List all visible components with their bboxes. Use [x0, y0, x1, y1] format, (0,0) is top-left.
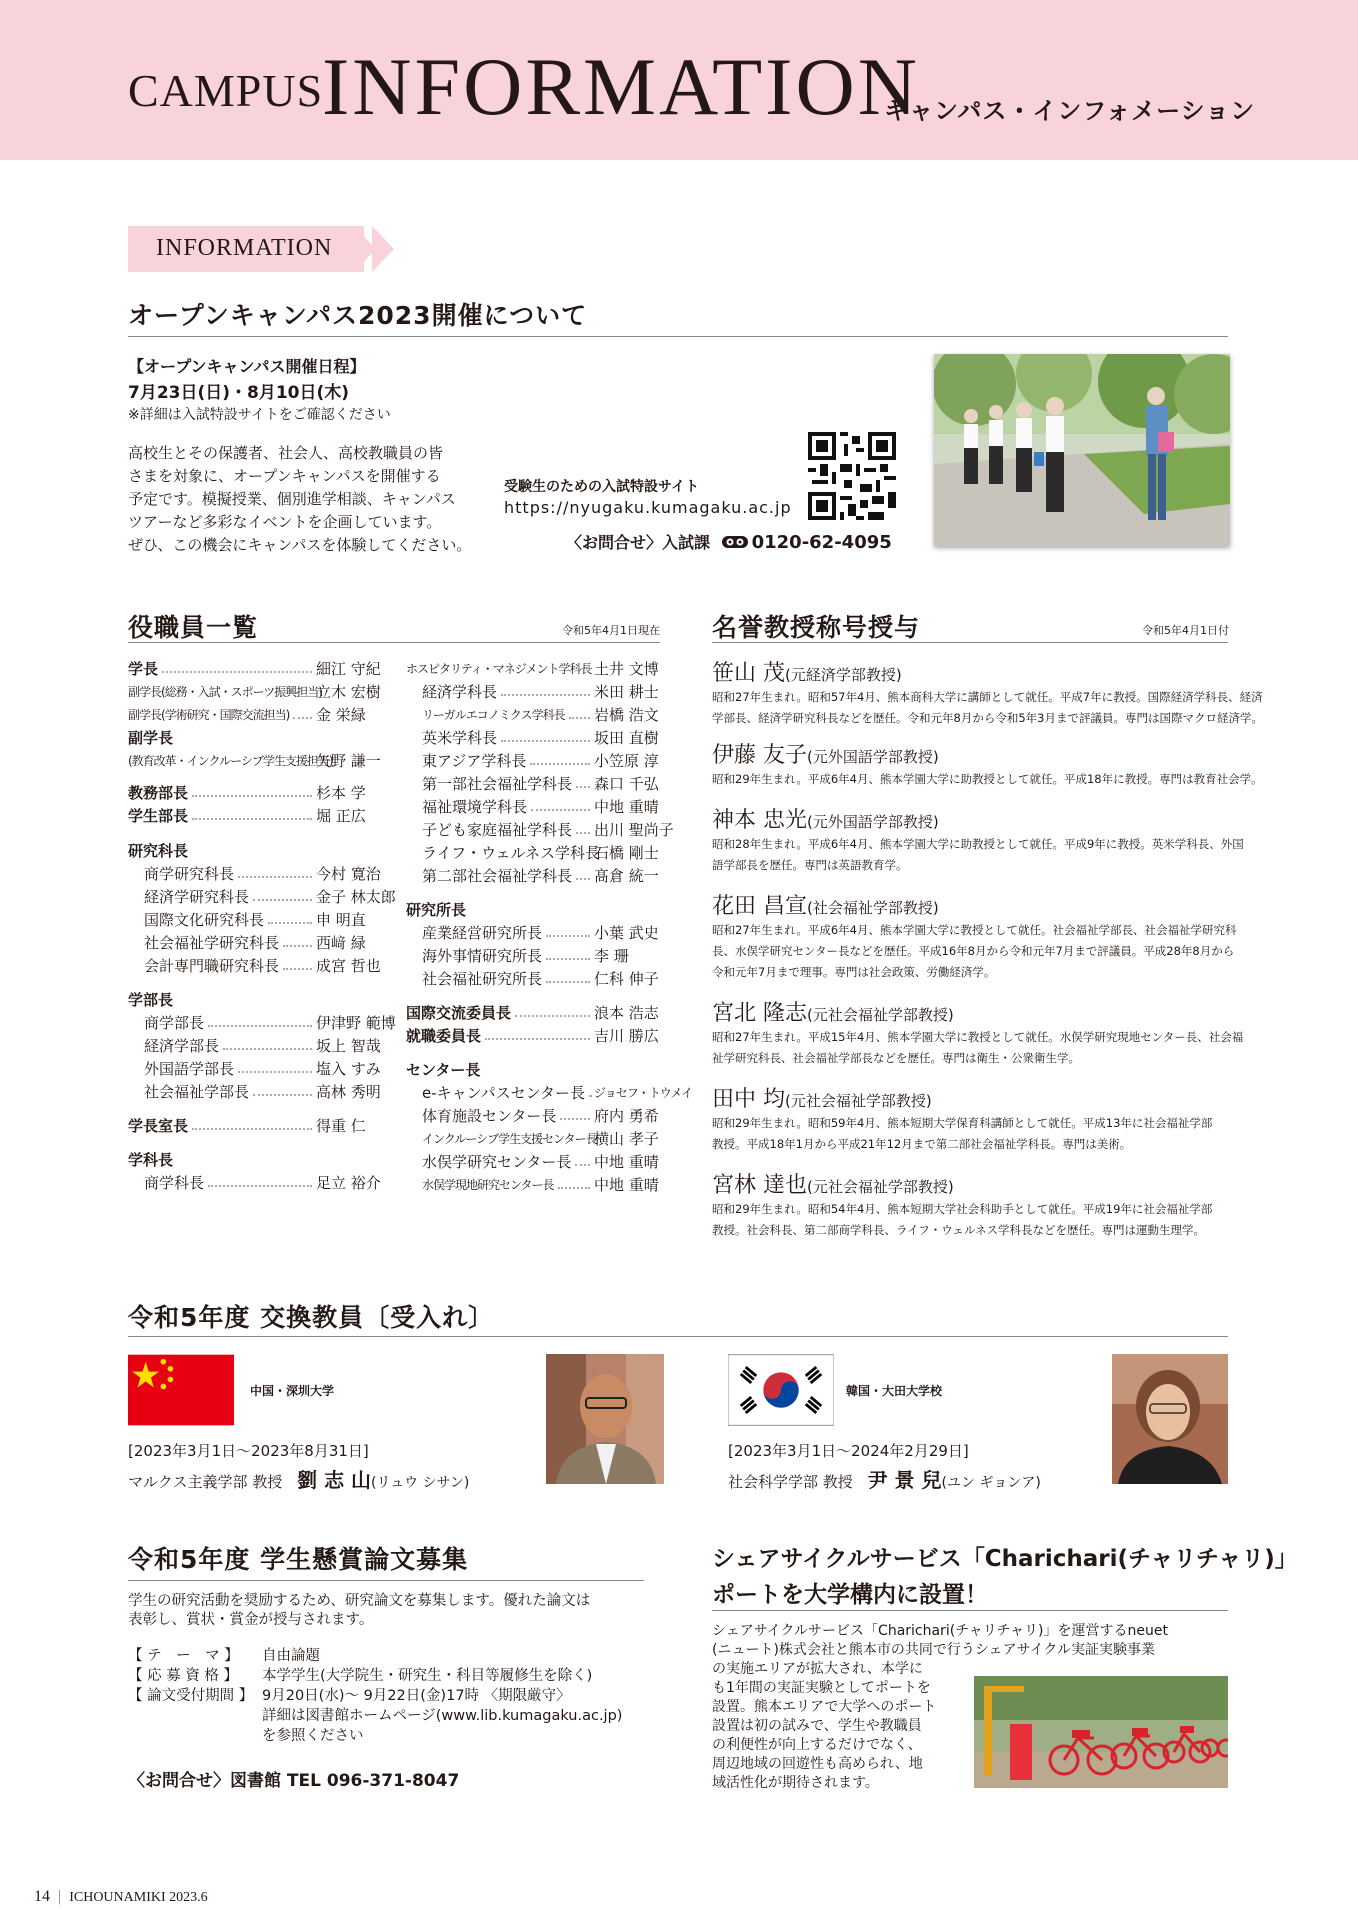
staff-row	[406, 968, 660, 991]
staff-row	[406, 750, 660, 773]
leader-dots	[576, 786, 590, 788]
staff-title: 役職員一覧	[128, 613, 259, 642]
staff-row	[128, 750, 382, 773]
staff-row	[128, 658, 382, 681]
leader-dots	[576, 878, 590, 880]
china-period: [2023年3月1日～2023年8月31日]	[128, 1442, 369, 1460]
emeritus-description: 昭和29年生まれ。昭和54年4月、熊本短期大学社会科助手として就任。平成19年に社会福祉学部	[712, 1202, 1213, 1216]
staff-name: 小葉 武史	[594, 924, 659, 942]
staff-title-label: 経済学部長	[144, 1037, 220, 1055]
staff-row	[406, 1059, 660, 1082]
staff-title-label: 社会福祉学部長	[144, 1083, 250, 1101]
emeritus-entry	[712, 996, 1243, 1069]
korea-period: [2023年3月1日～2024年2月29日]	[728, 1442, 969, 1460]
contact-line: 〈お問合せ〉入試課 0120-62-4095	[566, 532, 892, 553]
staff-title-label: 教務部長	[128, 784, 189, 802]
emeritus-description: 令和元年7月まで理事。専門は社会政策、労働経済学。	[712, 965, 996, 979]
staff-row	[128, 681, 382, 704]
leader-dots	[576, 832, 590, 834]
information-tag	[128, 226, 390, 272]
staff-title-label: 副学長	[128, 729, 174, 747]
leader-dots	[253, 1094, 312, 1096]
staff-title-label: 体育施設センター長	[422, 1107, 557, 1125]
staff-row	[406, 1002, 660, 1025]
emeritus-description: 教授。社会科長、第二部商学科長、ライフ・ウェルネス学科長などを歴任。専門は運動生理学。	[712, 1223, 1205, 1237]
staff-title-label: 第一部社会福祉学科長	[422, 775, 573, 793]
schedule-heading: 【オープンキャンパス開催日程】	[128, 357, 366, 376]
staff-row	[128, 932, 382, 955]
leader-dots	[192, 795, 312, 797]
staff-row	[128, 909, 382, 932]
staff-row	[406, 899, 660, 922]
leader-dots	[208, 1185, 312, 1187]
staff-name: 横山 孝子	[594, 1130, 659, 1148]
staff-title-label: 子ども家庭福祉学科長	[422, 821, 573, 839]
leader-dots	[501, 694, 590, 696]
staff-row	[406, 1128, 660, 1151]
staff-row	[128, 1012, 396, 1035]
staff-title-label: センター長	[406, 1061, 481, 1079]
staff-row	[128, 782, 382, 805]
staff-title-label: 第二部社会福祉学科長	[422, 867, 573, 885]
staff-row	[128, 1149, 382, 1172]
staff-name: 矢野 謙一	[316, 752, 381, 770]
staff-title-label: 水俣学現地研究センター長	[422, 1178, 554, 1192]
staff-name: 吉川 勝広	[594, 1027, 659, 1045]
staff-name: 中地 重晴	[594, 798, 659, 816]
staff-row	[406, 773, 660, 796]
emeritus-description: 長、水俣学研究センター長などを歴任。平成16年8月から令和元年7月まで評議員。平成28年8月から	[712, 944, 1235, 958]
staff-title-label: 産業経営研究所長	[422, 924, 543, 942]
open-campus-note: ※詳細は入試特設サイトをご確認ください	[128, 407, 391, 423]
magazine-name: ICHOUNAMIKI 2023.6	[69, 1890, 208, 1905]
staff-name: 小笠原 淳	[594, 752, 659, 770]
staff-name: 得重 仁	[316, 1117, 366, 1135]
staff-name: 金 栄緑	[316, 706, 366, 724]
footer: 14 | ICHOUNAMIKI 2023.6	[34, 1888, 208, 1905]
header-kana: キャンパス・インフォメーション	[884, 97, 1256, 125]
staff-row	[128, 805, 382, 828]
staff-row	[406, 819, 674, 842]
emeritus-name: 伊藤 友子(元外国語学部教授)	[712, 743, 939, 768]
china-university: 中国・深圳大学	[250, 1384, 335, 1398]
staff-name: 成宮 哲也	[316, 957, 381, 975]
staff-name: 髙倉 統一	[594, 867, 659, 885]
leader-dots	[501, 740, 590, 742]
essay-title: 令和5年度 学生懸賞論文募集	[128, 1545, 469, 1574]
staff-as-of: 令和5年4月1日現在	[562, 624, 660, 637]
leader-dots	[208, 1025, 312, 1027]
staff-title-label: 研究所長	[406, 901, 467, 919]
china-teacher-photo	[546, 1354, 664, 1484]
staff-title-label: 学科長	[128, 1151, 174, 1169]
staff-name: 申 明直	[316, 911, 366, 929]
staff-title-label: 経済学科長	[422, 683, 498, 701]
staff-title-label: 東アジア学科長	[422, 752, 527, 770]
emeritus-description: 昭和27年生まれ。平成6年4月、熊本学園大学に教授として就任。社会福祉学部長、社会福祉学研究科	[712, 923, 1237, 937]
divider	[128, 642, 660, 643]
staff-name: 伊津野 範博	[316, 1014, 396, 1032]
staff-title-label: 国際交流委員長	[406, 1004, 512, 1022]
staff-row	[406, 1082, 693, 1105]
leader-dots	[283, 968, 312, 970]
essay-row: 【 テ ー マ 】 自由論題	[128, 1648, 320, 1664]
divider	[712, 642, 1228, 643]
staff-row	[128, 989, 382, 1012]
open-campus-body: 高校生とその保護者、社会人、高校教職員の皆 さまを対象に、オープンキャンパスを開催する 予定です。模擬授業、個別進学相談、キャンパス ツアーなど多彩なイベントを企画しています。 ぜひ、この機会にキャンパスを体験してください。	[128, 444, 472, 554]
staff-name: 立木 宏樹	[316, 683, 381, 701]
emeritus-description: 昭和27年生まれ。平成15年4月、熊本学園大学に教授として就任。水俣学研究現地センター長、社会福	[712, 1030, 1244, 1044]
staff-name: 金子 林太郎	[316, 888, 396, 906]
staff-row	[128, 727, 382, 750]
korea-flag-icon	[728, 1354, 834, 1426]
staff-row	[406, 1105, 660, 1128]
staff-title-label: 福祉環境学科長	[422, 798, 528, 816]
staff-name: 石橋 剛士	[594, 844, 659, 862]
leader-dots	[530, 763, 590, 765]
staff-row	[406, 842, 660, 865]
share-title-2: ポートを大学構内に設置！	[712, 1582, 988, 1608]
divider	[128, 1336, 1228, 1337]
leader-dots	[560, 1118, 590, 1120]
leader-dots	[293, 717, 312, 719]
open-campus-title: オープンキャンパス2023開催について	[128, 301, 588, 330]
staff-title-label: 外国語学部長	[144, 1060, 235, 1078]
staff-name: 西﨑 緑	[316, 934, 366, 952]
staff-title-label: e-キャンパスセンター長	[422, 1084, 585, 1102]
staff-name: 今村 寛治	[316, 865, 381, 883]
qr-code-icon[interactable]	[808, 432, 896, 520]
leader-dots	[558, 1187, 590, 1189]
staff-title-label: 学長室長	[128, 1117, 189, 1135]
leader-dots	[192, 818, 312, 820]
staff-name: 中地 重晴	[594, 1153, 659, 1171]
staff-name: 塩入 すみ	[316, 1060, 381, 1078]
staff-name: 足立 裕介	[316, 1174, 381, 1192]
header-campus: CAMPUS	[128, 65, 324, 116]
staff-name: 府内 勇希	[594, 1107, 659, 1125]
staff-title-label: 副学長(学術研究・国際交流担当)	[128, 708, 290, 722]
share-body-narrow: の実施エリアが拡大され、本学に も1年間の実証実験としてポートを 設置。熊本エリアで大学へのポート 設置は初の試みで、学生や教職員 の利便性が向上するだけでなく、 周辺地域の回遊性も高められ、地 域活性化が期待されます。	[712, 1661, 937, 1791]
emeritus-description: 語学部長を歴任。専門は英語教育学。	[712, 858, 908, 872]
staff-title-label: 学生部長	[128, 807, 189, 825]
staff-name: 米田 耕士	[594, 683, 659, 701]
emeritus-name: 宮林 達也(元社会福祉学部教授)	[712, 1173, 954, 1198]
staff-name: 坂上 智哉	[316, 1037, 381, 1055]
staff-row	[406, 727, 660, 750]
staff-title-label: ライフ・ウェルネス学科長	[422, 844, 601, 862]
leader-dots	[515, 1015, 590, 1017]
staff-row	[406, 1025, 660, 1048]
leader-dots	[238, 876, 312, 878]
staff-name: 岩橋 浩文	[594, 706, 659, 724]
essay-row[interactable]: 詳細は図書館ホームページ(www.lib.kumagaku.ac.jp)	[262, 1708, 623, 1724]
staff-title-label: 学部長	[128, 991, 174, 1009]
staff-title-label: 副学長(総務・入試・スポーツ振興担当)	[128, 685, 322, 699]
leader-dots	[546, 958, 590, 960]
staff-title-label: 会計専門職研究科長	[144, 957, 280, 975]
staff-row	[406, 796, 660, 819]
staff-title-label: 経済学研究科長	[144, 888, 250, 906]
share-title-1: シェアサイクルサービス「Charichari(チャリチャリ)」	[712, 1546, 1298, 1572]
emeritus-name: 神本 忠光(元外国語学部教授)	[712, 808, 939, 833]
staff-name: 仁科 伸子	[594, 970, 659, 988]
staff-row	[406, 704, 660, 727]
staff-title-label: 水俣学研究センター長	[422, 1153, 572, 1171]
essay-row: を参照ください	[262, 1728, 364, 1744]
freedial-icon	[722, 534, 752, 550]
emeritus-title: 名誉教授称号授与	[712, 613, 921, 642]
leader-dots	[589, 1095, 590, 1097]
staff-row	[128, 1035, 382, 1058]
staff-title-label: 商学科長	[144, 1174, 205, 1192]
emeritus-entry	[712, 1082, 1212, 1155]
staff-title-label: インクルーシブ学生支援センター長	[422, 1132, 597, 1146]
staff-title-label: ホスピタリティ・マネジメント学科長	[406, 662, 592, 676]
staff-title-label: 商学研究科長	[144, 865, 235, 883]
korea-teacher: 社会科学学部 教授 尹 景 兒(ユン ギョンア)	[728, 1468, 1041, 1492]
china-flag-icon	[128, 1354, 234, 1426]
staff-row	[128, 863, 382, 886]
emeritus-description: 学部長、経済学研究科長などを歴任。令和元年8月から令和5年3月まで評議員。専門は国際マクロ経済学。	[712, 711, 1263, 725]
emeritus-description: 昭和28年生まれ。平成6年4月、熊本学園大学に助教授として就任。平成9年に教授。英米学科長、外国	[712, 837, 1244, 851]
leader-dots	[192, 1128, 312, 1130]
leader-dots	[531, 809, 590, 811]
staff-row	[128, 1058, 382, 1081]
site-label: 受験生のための入試特設サイト	[504, 479, 700, 495]
emeritus-as-of: 令和5年4月1日付	[1142, 624, 1229, 637]
staff-list-left	[128, 658, 396, 1258]
staff-title-label: 英米学科長	[422, 729, 498, 747]
divider	[128, 1580, 644, 1581]
staff-title-label: 社会福祉研究所長	[422, 970, 543, 988]
leader-dots	[268, 922, 312, 924]
staff-row	[406, 681, 660, 704]
open-campus-photo	[934, 354, 1230, 546]
page-number: 14	[34, 1888, 50, 1905]
staff-title-label: リーガルエコノミクス学科長	[422, 708, 565, 722]
staff-title-label: 就職委員長	[406, 1027, 482, 1045]
china-teacher: マルクス主義学部 教授 劉 志 山(リュウ シサン)	[128, 1468, 470, 1492]
emeritus-description: 祉学研究科長、社会福祉学部長などを歴任。専門は衛生・公衆衛生学。	[712, 1051, 1080, 1065]
staff-name: 坂田 直樹	[594, 729, 659, 747]
emeritus-description: 昭和29年生まれ。平成6年4月、熊本学園大学に助教授として就任。平成18年に教授。専門は教育社会学。	[712, 772, 1263, 786]
emeritus-description: 昭和27年生まれ。昭和57年4月、熊本商科大学に講師として就任。平成7年に教授。国際経済学科長、経済	[712, 690, 1263, 704]
emeritus-entry	[712, 656, 1263, 729]
emeritus-description: 教授。平成18年1月から平成21年12月まで第二部社会福祉学科長。専門は美術。	[712, 1137, 1132, 1151]
emeritus-name: 笹山 茂(元経済学部教授)	[712, 661, 902, 686]
staff-title-label: 研究科長	[128, 842, 189, 860]
emeritus-name: 田中 均(元社会福祉学部教授)	[712, 1087, 932, 1112]
staff-title-label: 国際文化研究科長	[144, 911, 265, 929]
staff-name: 杉本 学	[316, 784, 366, 802]
open-campus-dates: 7月23日(日)・8月10日(木)	[128, 383, 350, 403]
emeritus-name: 花田 昌宣(社会福祉学部教授)	[712, 894, 939, 919]
header-information: INFORMATION	[322, 41, 920, 132]
leader-dots	[283, 945, 312, 947]
staff-row	[128, 704, 382, 727]
staff-name: 高林 秀明	[316, 1083, 381, 1101]
leader-dots	[238, 1071, 312, 1073]
emeritus-entry	[712, 738, 1263, 790]
staff-title-label: 商学部長	[144, 1014, 205, 1032]
emeritus-name: 宮北 隆志(元社会福祉学部教授)	[712, 1001, 954, 1026]
staff-row	[406, 945, 660, 968]
staff-row	[128, 955, 382, 978]
staff-row	[128, 886, 396, 909]
essay-row: 【 応 募 資 格 】 本学学生(大学院生・研究生・科目等履修生を除く)	[128, 1668, 593, 1684]
staff-title-label: 学長	[128, 660, 159, 678]
emeritus-entry	[712, 1168, 1212, 1241]
staff-name: 浪本 浩志	[594, 1004, 659, 1022]
staff-list-right	[406, 658, 693, 1258]
leader-dots	[569, 717, 590, 719]
essay-row: 【 論文受付期間 】 9月20日(水)～ 9月22日(金)17時 〈期限厳守〉	[128, 1688, 571, 1704]
divider	[712, 1610, 1228, 1611]
exchange-title: 令和5年度 交換教員〔受入れ〕	[128, 1303, 495, 1332]
staff-name: 堀 正広	[316, 807, 366, 825]
staff-name: 森口 千弘	[594, 775, 659, 793]
staff-name: 土井 文博	[594, 660, 659, 678]
leader-dots	[162, 671, 312, 673]
leader-dots	[253, 899, 312, 901]
divider	[128, 336, 1228, 337]
staff-row	[406, 1151, 660, 1174]
essay-contact: 〈お問合せ〉図書館 TEL 096-371-8047	[128, 1771, 460, 1791]
staff-name: 李 珊	[594, 947, 629, 965]
bicycle-port-photo	[974, 1676, 1228, 1788]
korea-university: 韓国・大田大学校	[846, 1384, 943, 1398]
emeritus-description: 昭和29年生まれ。昭和59年4月、熊本短期大学保育科講師として就任。平成13年に社会福祉学部	[712, 1116, 1213, 1130]
staff-name: 細江 守紀	[316, 660, 381, 678]
site-url[interactable]: https://nyugaku.kumagaku.ac.jp	[504, 498, 792, 517]
staff-row	[406, 865, 660, 888]
staff-row	[406, 1174, 660, 1197]
staff-row	[406, 658, 660, 681]
staff-row	[128, 1081, 382, 1104]
emeritus-entry	[712, 889, 1236, 983]
staff-title-label: 社会福祉学研究科長	[144, 934, 280, 952]
staff-title-label: (教育改革・インクルーシブ学生支援担当)	[128, 754, 333, 768]
staff-row	[128, 840, 382, 863]
leader-dots	[485, 1038, 590, 1040]
leader-dots	[223, 1048, 312, 1050]
leader-dots	[546, 981, 590, 983]
share-body-full: シェアサイクルサービス「Charichari(チャリチャリ)」を運営するneuet (ニュート)株式会社と熊本市の共同で行うシェアサイクル実証実験事業	[712, 1623, 1168, 1658]
korea-teacher-photo	[1112, 1354, 1228, 1484]
phone-number: 0120-62-4095	[751, 532, 892, 553]
essay-body: 学生の研究活動を奨励するため、研究論文を募集します。優れた論文は 表彰し、賞状・賞金が授与されます。	[128, 1593, 591, 1628]
staff-name: ジョセフ・トウメイ	[594, 1086, 693, 1100]
emeritus-entry	[712, 803, 1244, 876]
leader-dots	[575, 1164, 590, 1166]
leader-dots	[546, 935, 590, 937]
staff-name: 中地 重晴	[594, 1176, 659, 1194]
staff-row	[406, 922, 660, 945]
staff-row	[128, 1172, 382, 1195]
information-tag-label: INFORMATION	[156, 235, 333, 261]
staff-name: 出川 聖尚子	[594, 821, 674, 839]
staff-row	[128, 1115, 382, 1138]
staff-title-label: 海外事情研究所長	[422, 947, 543, 965]
